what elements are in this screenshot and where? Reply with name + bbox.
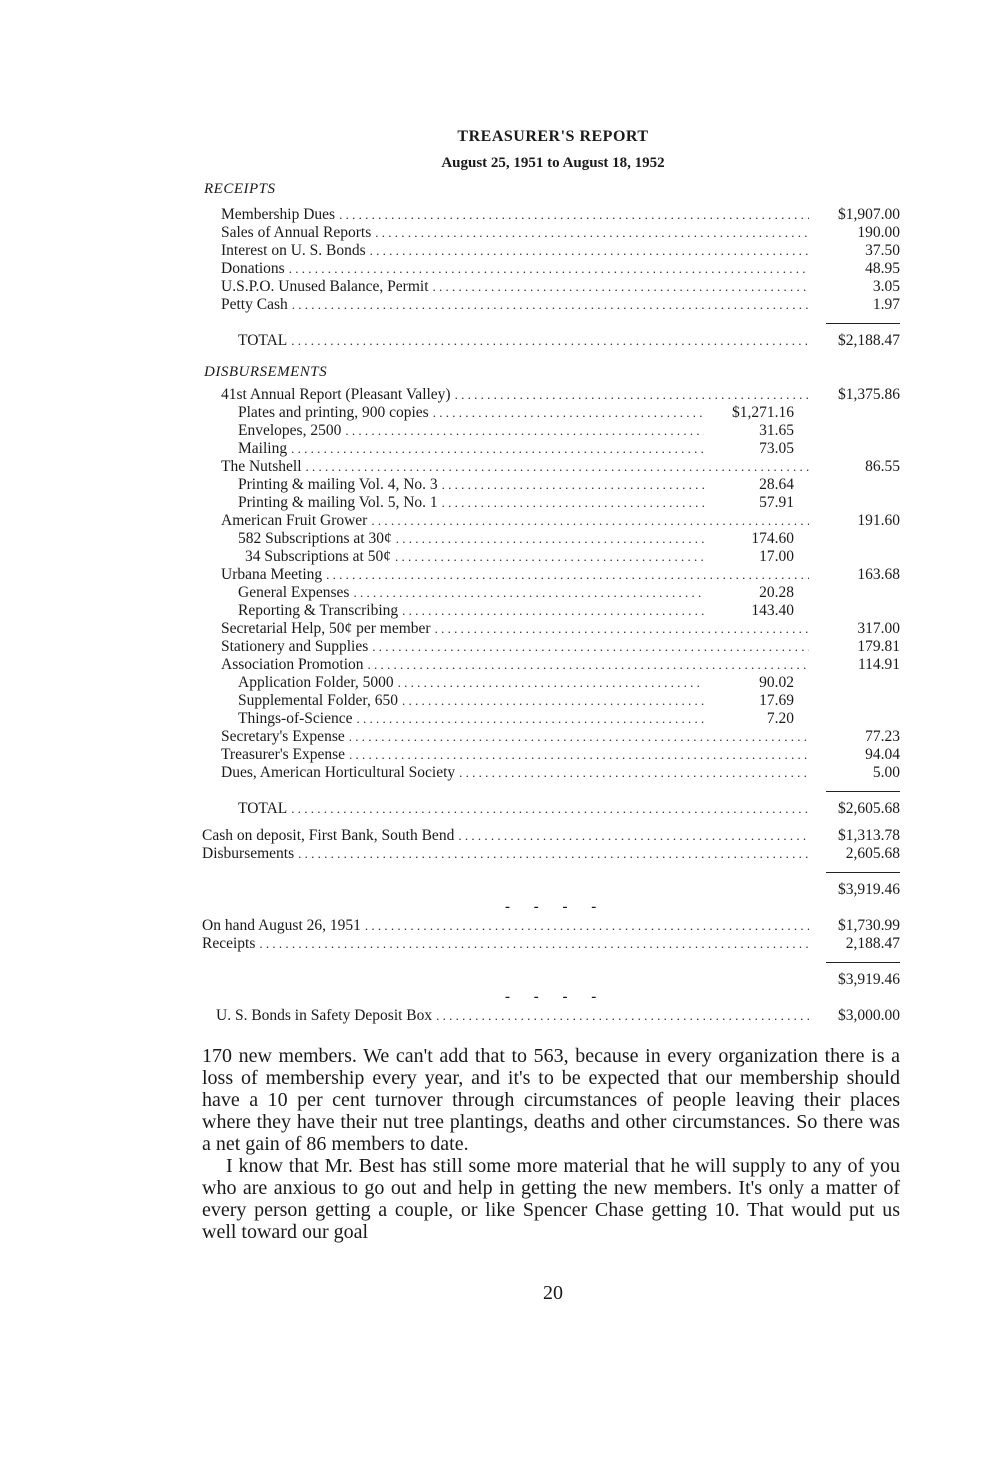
disbursement-subrow xyxy=(238,584,704,602)
receipts-amount: 2,188.47 xyxy=(845,935,900,952)
disbursement-amount: 5.00 xyxy=(872,764,900,781)
balance-sum-amount: $3,919.46 xyxy=(838,971,900,988)
leader-dots xyxy=(370,242,809,260)
disbursement-row xyxy=(221,764,809,782)
leader-dots xyxy=(398,674,704,692)
leader-dots xyxy=(353,584,704,602)
leader-dots xyxy=(298,845,809,863)
disbursement-subamount: 73.05 xyxy=(759,440,794,457)
disbursements-balance-row xyxy=(202,845,809,863)
leader-dots xyxy=(306,458,810,476)
receipt-amount: 37.50 xyxy=(865,242,900,259)
disbursement-subamount: 143.40 xyxy=(751,602,794,619)
disbursement-amount: 94.04 xyxy=(865,746,900,763)
disbursement-amount: 163.68 xyxy=(857,566,900,583)
leader-dots xyxy=(291,440,704,458)
disbursement-subrow xyxy=(238,494,704,512)
leader-dots xyxy=(345,422,704,440)
disbursement-subamount: 28.64 xyxy=(759,476,794,493)
disbursements-total-amount: $2,605.68 xyxy=(838,800,900,817)
disbursement-label: 41st Annual Report (Pleasant Valley) xyxy=(221,386,455,404)
disbursement-subrow xyxy=(238,602,704,620)
disbursement-row xyxy=(221,656,809,674)
disbursement-subrow xyxy=(238,710,704,728)
disbursement-subamount: $1,271.16 xyxy=(732,404,794,421)
leader-dots xyxy=(458,827,809,845)
receipt-label: Sales of Annual Reports xyxy=(221,224,375,242)
disbursement-subamount: 90.02 xyxy=(759,674,794,691)
disbursement-row xyxy=(221,620,809,638)
sum-rule xyxy=(826,962,900,963)
receipts-heading: RECEIPTS xyxy=(204,181,276,197)
receipts-label: Receipts xyxy=(202,935,259,953)
disbursement-subrow xyxy=(238,404,704,422)
disbursement-amount: 191.60 xyxy=(857,512,900,529)
receipt-label: Interest on U. S. Bonds xyxy=(221,242,370,260)
leader-dots xyxy=(395,548,704,566)
leader-dots xyxy=(435,620,809,638)
leader-dots xyxy=(339,206,809,224)
sum-rule xyxy=(826,791,900,792)
disbursement-sublabel: Envelopes, 2500 xyxy=(238,422,345,440)
total-label: TOTAL xyxy=(238,332,291,350)
disbursement-row xyxy=(221,512,809,530)
disbursement-label: Secretary's Expense xyxy=(221,728,349,746)
on-hand-row xyxy=(202,917,809,935)
leader-dots xyxy=(433,278,809,296)
disbursement-label: Treasurer's Expense xyxy=(221,746,349,764)
disbursement-subrow xyxy=(238,476,704,494)
disbursement-label: Secretarial Help, 50¢ per member xyxy=(221,620,435,638)
disbursement-subrow xyxy=(238,674,704,692)
receipts-total-row xyxy=(238,332,809,350)
receipt-amount: $1,907.00 xyxy=(838,206,900,223)
disbursement-label: Urbana Meeting xyxy=(221,566,326,584)
leader-dots xyxy=(291,332,809,350)
receipt-row xyxy=(221,224,809,242)
leader-dots xyxy=(349,746,809,764)
leader-dots xyxy=(326,566,809,584)
disbursement-subrow xyxy=(238,422,704,440)
on-hand-label: On hand August 26, 1951 xyxy=(202,917,365,935)
leader-dots xyxy=(436,1007,809,1025)
cash-amount: $1,313.78 xyxy=(838,827,900,844)
bonds-amount: $3,000.00 xyxy=(838,1007,900,1024)
leader-dots xyxy=(349,728,809,746)
leader-dots xyxy=(371,512,809,530)
receipt-row xyxy=(221,242,809,260)
disbursement-subamount: 17.00 xyxy=(759,548,794,565)
disbursement-amount: 86.55 xyxy=(865,458,900,475)
disbursement-label: Dues, American Horticultural Society xyxy=(221,764,459,782)
disbursement-subamount: 7.20 xyxy=(766,710,794,727)
leader-dots xyxy=(357,710,705,728)
balance-sum-amount: $3,919.46 xyxy=(838,881,900,898)
disbursement-sublabel: 34 Subscriptions at 50¢ xyxy=(245,548,395,566)
disbursement-sublabel: Supplemental Folder, 650 xyxy=(238,692,402,710)
disbursement-row xyxy=(221,566,809,584)
dash-separator: - - - - xyxy=(505,989,607,1005)
disbursement-subamount: 174.60 xyxy=(751,530,794,547)
disbursement-label: The Nutshell xyxy=(221,458,306,476)
receipt-amount: 48.95 xyxy=(865,260,900,277)
bonds-row xyxy=(216,1007,809,1025)
disbursement-label: American Fruit Grower xyxy=(221,512,371,530)
disbursement-subrow xyxy=(238,440,704,458)
paragraph: 170 new members. We can't add that to 563, because in every organization there is a loss of membership every year, and it's to be expected that our membership should have a 10 per cent turnover through circumstances of people leaving their places where they have their nut tree plantings, deaths and other circumstances. So there was a net gain of 86 members to date. xyxy=(202,1045,900,1155)
total-label: TOTAL xyxy=(238,800,291,818)
disbursement-subamount: 57.91 xyxy=(759,494,794,511)
disbursement-row xyxy=(221,458,809,476)
leader-dots xyxy=(402,692,704,710)
leader-dots xyxy=(455,386,809,404)
disbursements-heading: DISBURSEMENTS xyxy=(204,364,328,380)
disbursement-sublabel: Printing & mailing Vol. 5, No. 1 xyxy=(238,494,442,512)
leader-dots xyxy=(368,656,809,674)
leader-dots xyxy=(375,224,809,242)
disbursement-amount: 179.81 xyxy=(857,638,900,655)
leader-dots xyxy=(402,602,704,620)
disbursement-sublabel: Printing & mailing Vol. 4, No. 3 xyxy=(238,476,442,494)
disbursement-sublabel: Things-of-Science xyxy=(238,710,357,728)
disbursement-label: Stationery and Supplies xyxy=(221,638,372,656)
receipt-label: Donations xyxy=(221,260,289,278)
disbursement-subrow xyxy=(238,530,704,548)
leader-dots xyxy=(442,494,704,512)
leader-dots xyxy=(289,260,809,278)
receipt-row xyxy=(221,206,809,224)
cash-on-deposit-row xyxy=(202,827,809,845)
receipt-label: Membership Dues xyxy=(221,206,339,224)
disbursement-amount: 77.23 xyxy=(865,728,900,745)
leader-dots xyxy=(292,296,809,314)
receipt-label: Petty Cash xyxy=(221,296,292,314)
dash-separator: - - - - xyxy=(505,899,607,915)
disbursement-sublabel: General Expenses xyxy=(238,584,353,602)
disbursement-amount: 317.00 xyxy=(857,620,900,637)
report-title: TREASURER'S REPORT xyxy=(457,128,649,145)
disbursement-subamount: 17.69 xyxy=(759,692,794,709)
disbursements-total-row xyxy=(238,800,809,818)
leader-dots xyxy=(365,917,809,935)
disbursement-sublabel: Mailing xyxy=(238,440,291,458)
sum-rule xyxy=(826,872,900,873)
disbursements-amount: 2,605.68 xyxy=(845,845,900,862)
page-number: 20 xyxy=(543,1282,563,1304)
disbursement-row xyxy=(221,638,809,656)
receipt-amount: 1.97 xyxy=(872,296,900,313)
disbursement-amount: $1,375.86 xyxy=(838,386,900,403)
paragraph: I know that Mr. Best has still some more material that he will supply to any of you who are anxious to go out and help in getting the new members. It's only a matter of every person getting a couple, or like Spencer Chase getting 10. That would put us well toward our goal xyxy=(202,1155,900,1243)
disbursement-subamount: 20.28 xyxy=(759,584,794,601)
disbursement-amount: 114.91 xyxy=(857,656,900,673)
disbursement-subamount: 31.65 xyxy=(759,422,794,439)
leader-dots xyxy=(291,800,809,818)
disbursement-sublabel: Plates and printing, 900 copies xyxy=(238,404,433,422)
leader-dots xyxy=(372,638,809,656)
report-period: August 25, 1951 to August 18, 1952 xyxy=(441,155,665,171)
disbursement-sublabel: Application Folder, 5000 xyxy=(238,674,398,692)
receipts-total-amount: $2,188.47 xyxy=(838,332,900,349)
leader-dots xyxy=(459,764,809,782)
leader-dots xyxy=(433,404,704,422)
sum-rule xyxy=(826,323,900,324)
disbursement-subrow xyxy=(245,548,704,566)
receipt-row xyxy=(221,278,809,296)
disbursements-label: Disbursements xyxy=(202,845,298,863)
on-hand-amount: $1,730.99 xyxy=(838,917,900,934)
receipt-amount: 3.05 xyxy=(872,278,900,295)
bonds-label: U. S. Bonds in Safety Deposit Box xyxy=(216,1007,436,1025)
disbursement-row xyxy=(221,728,809,746)
disbursement-row xyxy=(221,386,809,404)
disbursement-sublabel: Reporting & Transcribing xyxy=(238,602,402,620)
receipts-balance-row xyxy=(202,935,809,953)
disbursement-row xyxy=(221,746,809,764)
disbursement-label: Association Promotion xyxy=(221,656,368,674)
cash-label: Cash on deposit, First Bank, South Bend xyxy=(202,827,458,845)
receipt-label: U.S.P.O. Unused Balance, Permit xyxy=(221,278,433,296)
receipt-row xyxy=(221,296,809,314)
body-text xyxy=(202,1045,900,1243)
receipt-amount: 190.00 xyxy=(857,224,900,241)
disbursement-subrow xyxy=(238,692,704,710)
disbursement-sublabel: 582 Subscriptions at 30¢ xyxy=(238,530,396,548)
leader-dots xyxy=(442,476,704,494)
receipt-row xyxy=(221,260,809,278)
leader-dots xyxy=(396,530,704,548)
leader-dots xyxy=(259,935,809,953)
